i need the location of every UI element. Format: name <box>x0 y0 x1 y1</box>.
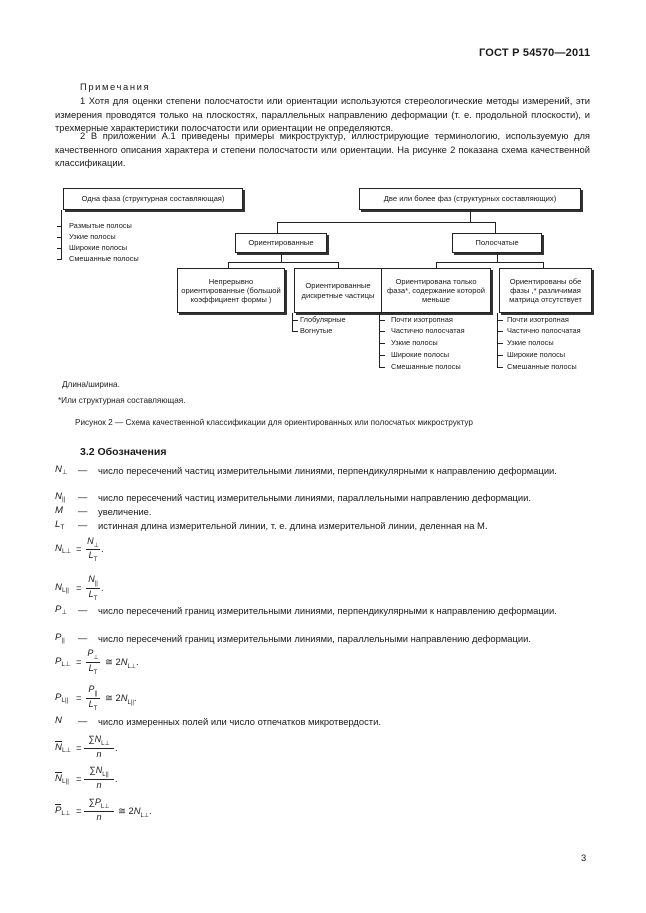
banded-box <box>452 233 542 253</box>
symbol-n-par: $N_{||}$ <box>55 491 66 503</box>
dash: — <box>78 604 88 615</box>
symbol-p-perp: $P_\perp$ <box>55 604 68 616</box>
banded-right-item-5: Смешанные полосы <box>507 362 577 371</box>
notes-title: Примечания <box>80 81 151 92</box>
dash: — <box>78 519 88 530</box>
banded-label: Полосчатые <box>475 238 519 248</box>
multi-phase-label: Две или более фаз (структурных составляющих) <box>383 194 557 204</box>
symbol-n: N <box>55 715 62 726</box>
one-phase-oriented-box <box>381 268 491 313</box>
both-phases-oriented-label: Ориентированы обе фазы ,* различимая матрица отсутствует <box>509 276 582 305</box>
banded-left-item-1: Почти изотропная <box>391 315 453 324</box>
symbol-p-par: $P_{||}$ <box>55 632 65 644</box>
figure-caption: Рисунок 2 — Схема качественной классификации для ориентированных или полосчатых микроструктур <box>75 418 473 427</box>
definition-m: увеличение. <box>98 506 152 517</box>
symbol-lt: $L_T$ <box>55 519 65 531</box>
banded-right-item-4: Широкие полосы <box>507 350 566 359</box>
note-2: 2 В приложении А.1 приведены примеры микроструктур, иллюстрирующие терминологию, используемую для качественного описания характера и степени полосчатости или ориентации. На рисунке 2 показана схема качественной классификации. <box>55 130 590 169</box>
discrete-item-1: Глобулярные <box>300 315 346 324</box>
definition-lt: истинная длина измерительной линии, т. е. длина измерительной линии, деленная на M. <box>98 520 488 531</box>
continuous-box <box>177 268 285 313</box>
single-item-2: Узкие полосы <box>69 232 116 241</box>
standard-number: ГОСТ Р 54570—2011 <box>479 47 591 59</box>
oriented-box <box>235 233 327 253</box>
section-title: 3.2 Обозначения <box>80 446 167 458</box>
dash: — <box>78 632 88 643</box>
single-item-3: Широкие полосы <box>69 243 128 252</box>
banded-left-item-5: Смешанные полосы <box>391 362 461 371</box>
symbol-m: M <box>55 505 63 516</box>
dash: — <box>78 491 88 502</box>
single-item-4: Смешанные полосы <box>69 254 139 263</box>
dash: — <box>78 715 88 726</box>
definition-p-perp: число пересечений границ измерительными линиями, перпендикулярными к направлению деформации. <box>98 605 557 616</box>
banded-left-item-2: Частично полосчатая <box>391 326 465 335</box>
oriented-label: Ориентированные <box>248 238 314 248</box>
single-item-1: Размытые полосы <box>69 221 132 230</box>
footnote-ratio: Длина/ширина. <box>62 380 120 389</box>
banded-right-item-1: Почти изотропная <box>507 315 569 324</box>
single-phase-box <box>63 188 243 210</box>
discrete-item-2: Вогнутые <box>300 326 333 335</box>
banded-right-item-2: Частично полосчатая <box>507 326 581 335</box>
definition-n-perp: число пересечений частиц измерительными линиями, перпендикулярными к направлению деформации. <box>98 465 557 476</box>
definition-n-fields: число измеренных полей или число отпечатков микротвердости. <box>98 716 381 727</box>
single-phase-label: Одна фаза (структурная составляющая) <box>81 194 225 204</box>
banded-left-item-3: Узкие полосы <box>391 338 438 347</box>
banded-left-item-4: Широкие полосы <box>391 350 450 359</box>
definition-n-par: число пересечений частиц измерительными линиями, параллельными направлению деформации. <box>98 492 531 503</box>
discrete-box <box>294 268 382 313</box>
one-phase-oriented-label: Ориентирована только фаза*, содержание которой меньше <box>387 276 485 305</box>
discrete-label: Ориентированные дискретные частицы <box>301 281 375 300</box>
multi-phase-box <box>359 188 581 210</box>
definition-p-par: число пересечений границ измерительными линиями, параллельными направлению деформации. <box>98 633 531 644</box>
continuous-label: Непрерывно ориентированные (большой коэффициент формы ) <box>181 276 281 305</box>
dash: — <box>78 464 88 475</box>
footnote-star: *Или структурная составляющая. <box>58 396 186 405</box>
page-number: 3 <box>581 852 587 863</box>
banded-right-item-3: Узкие полосы <box>507 338 554 347</box>
dash: — <box>78 505 88 516</box>
symbol-n-perp: $N_\perp$ <box>55 464 68 476</box>
note-1: 1 Хотя для оценки степени полосчатости или ориентации используются стереологические методы измерений, эти измерения проводятся только на плоскостях, параллельных направлению деформации (т. е. продольной плоскости), и трехмерные характеристики полосчатости или ориентации не определяются. <box>55 95 590 134</box>
both-phases-oriented-box <box>499 268 592 313</box>
